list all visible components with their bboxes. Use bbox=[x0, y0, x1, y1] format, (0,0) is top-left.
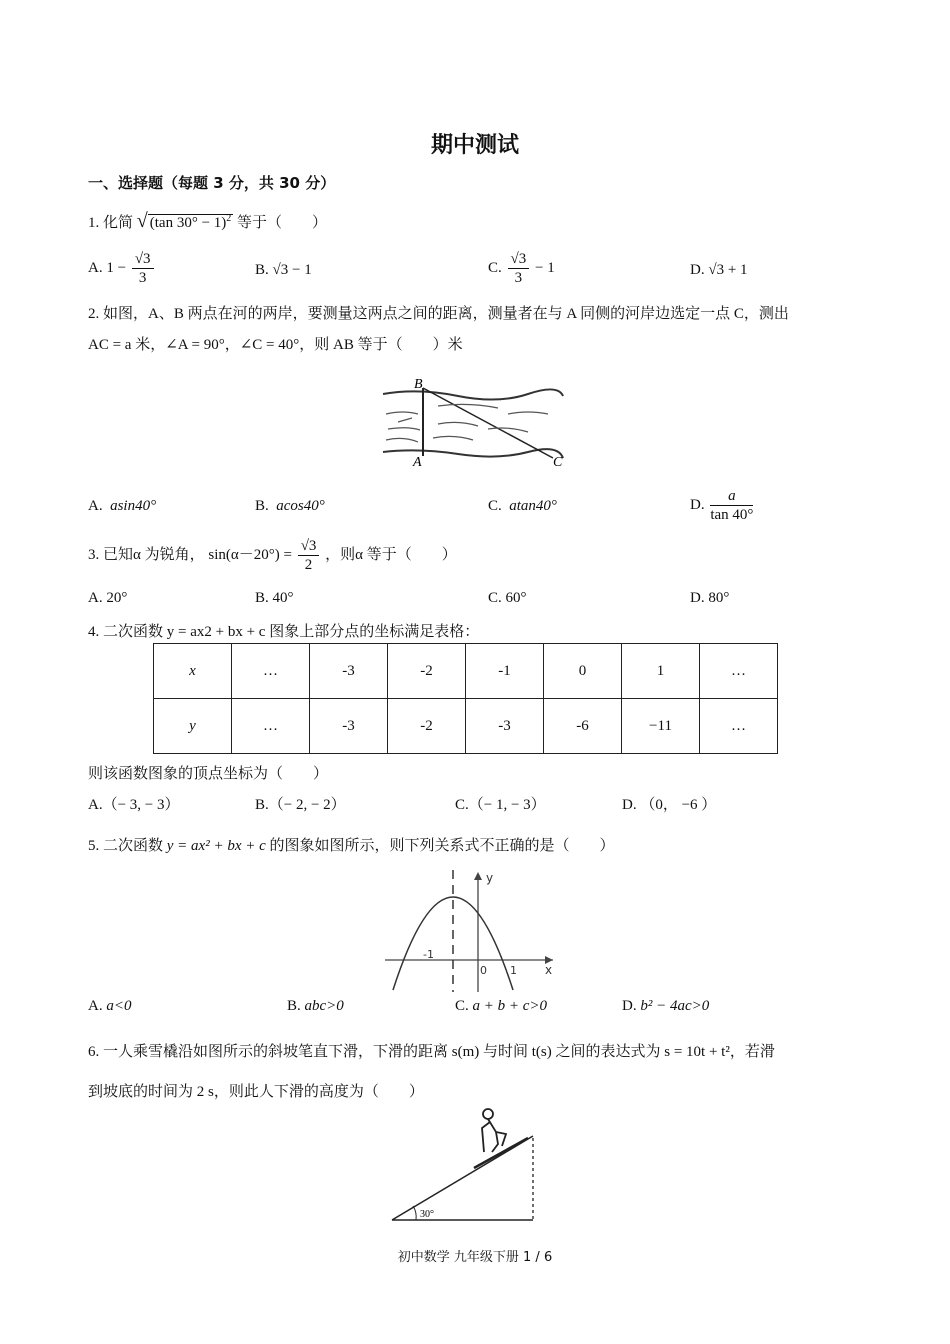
label-b: B bbox=[414, 377, 423, 392]
table-row-y bbox=[154, 699, 778, 754]
q1-option-a: A. 1 − $\frac{√3}{3}$ bbox=[88, 250, 156, 287]
q2-option-d: D. $\frac{a}{\tan 40^\circ}$ bbox=[690, 488, 754, 523]
table-cell: … bbox=[700, 699, 778, 754]
table-cell: … bbox=[232, 644, 310, 699]
question-1-stem: 1. 化简 √ (tan 30° − 1)$^2$ 等于（ ） bbox=[88, 210, 328, 232]
q2-option-c: C. atan40° bbox=[488, 498, 557, 514]
table-cell: … bbox=[232, 699, 310, 754]
parabola-graph bbox=[385, 866, 560, 994]
q4-option-d: D. （0， −6 ） bbox=[622, 797, 717, 813]
q1-radicand: (tan 30° − 1)$^2$ bbox=[149, 213, 232, 231]
table-cell: x bbox=[154, 644, 232, 699]
q1-option-d: D. √3 + 1 bbox=[690, 262, 748, 278]
table-cell: -3 bbox=[466, 699, 544, 754]
q3-option-a: A. 20° bbox=[88, 590, 128, 606]
angle-label: 30° bbox=[420, 1209, 434, 1220]
svg-text:x: x bbox=[545, 963, 553, 977]
q5-option-b: B. abc>0 bbox=[287, 998, 344, 1014]
table-cell: -3 bbox=[310, 644, 388, 699]
svg-text:1: 1 bbox=[510, 964, 517, 977]
q5-option-d: D. b² − 4ac>0 bbox=[622, 998, 710, 1014]
table-cell: -3 bbox=[310, 699, 388, 754]
table-cell: −11 bbox=[622, 699, 700, 754]
q1-option-c: C. $\frac{√3}{3}$ − 1 bbox=[488, 251, 555, 286]
question-4-ask: 则该函数图象的顶点坐标为（ ） bbox=[88, 766, 329, 782]
q4-option-a: A.（− 3, − 3） bbox=[88, 797, 180, 813]
question-2-line2: AC = a 米，∠A = 90°，∠C = 40°，则 AB 等于（ ）米 bbox=[88, 337, 463, 353]
q5-option-c: C. a + b + c>0 bbox=[455, 998, 548, 1014]
table-cell: … bbox=[700, 644, 778, 699]
q4-option-c: C.（− 1, − 3） bbox=[455, 797, 546, 813]
table-row-x bbox=[154, 644, 778, 699]
page-title: 期中测试 bbox=[430, 133, 519, 158]
question-4-stem: 4. 二次函数 y = ax2 + bx + c 图象上部分点的坐标满足表格： bbox=[88, 624, 480, 640]
table-cell: 0 bbox=[544, 644, 622, 699]
table-cell: y bbox=[154, 699, 232, 754]
q2-option-a: A. asin40° bbox=[88, 498, 157, 514]
river-figure bbox=[378, 374, 568, 470]
q5-option-a: A. a<0 bbox=[88, 998, 132, 1014]
question-3-stem: 3. 已知α 为锐角， sin(α－20°) = $\frac{√3}{2}$ ，则α 等于（ ） bbox=[88, 538, 457, 573]
question-2-line1: 2. 如图，A、B 两点在河的两岸，要测量这两点之间的距离，测量者在与 A 同侧的河岸边选定一点 C，测出 bbox=[88, 306, 789, 322]
page-footer: 初中数学 九年级下册 1 / 6 bbox=[397, 1250, 553, 1265]
label-a: A bbox=[413, 455, 422, 470]
value-table bbox=[153, 643, 778, 754]
skier-icon bbox=[474, 1109, 528, 1168]
q3-option-b: B. 40° bbox=[255, 590, 294, 606]
q1-option-b: B. √3 − 1 bbox=[255, 262, 312, 278]
slope-figure bbox=[388, 1102, 548, 1226]
q3-option-d: D. 80° bbox=[690, 590, 730, 606]
svg-text:y: y bbox=[486, 871, 494, 885]
table-cell: -2 bbox=[388, 644, 466, 699]
q2-option-b: B. acos40° bbox=[255, 498, 325, 514]
label-c: C bbox=[553, 455, 563, 470]
table-cell: -2 bbox=[388, 699, 466, 754]
question-6-line1: 6. 一人乘雪橇沿如图所示的斜坡笔直下滑，下滑的距离 s(m) 与时间 t(s) 之间的表达式为 s = 10t + t²，若滑 bbox=[88, 1044, 775, 1060]
table-cell: -1 bbox=[466, 644, 544, 699]
question-5-stem: 5. 二次函数 y = ax² + bx + c 的图象如图所示，则下列关系式不正确的是（ ） bbox=[88, 838, 615, 854]
section-heading: 一、选择题（每题 3 分，共 30 分） bbox=[88, 174, 336, 192]
svg-text:0: 0 bbox=[480, 964, 487, 977]
table-cell: -6 bbox=[544, 699, 622, 754]
q3-option-c: C. 60° bbox=[488, 590, 527, 606]
q4-option-b: B.（− 2, − 2） bbox=[255, 797, 346, 813]
svg-text:-1: -1 bbox=[423, 948, 434, 961]
question-6-line2: 到坡底的时间为 2 s，则此人下滑的高度为（ ） bbox=[88, 1084, 424, 1100]
table-cell: 1 bbox=[622, 644, 700, 699]
